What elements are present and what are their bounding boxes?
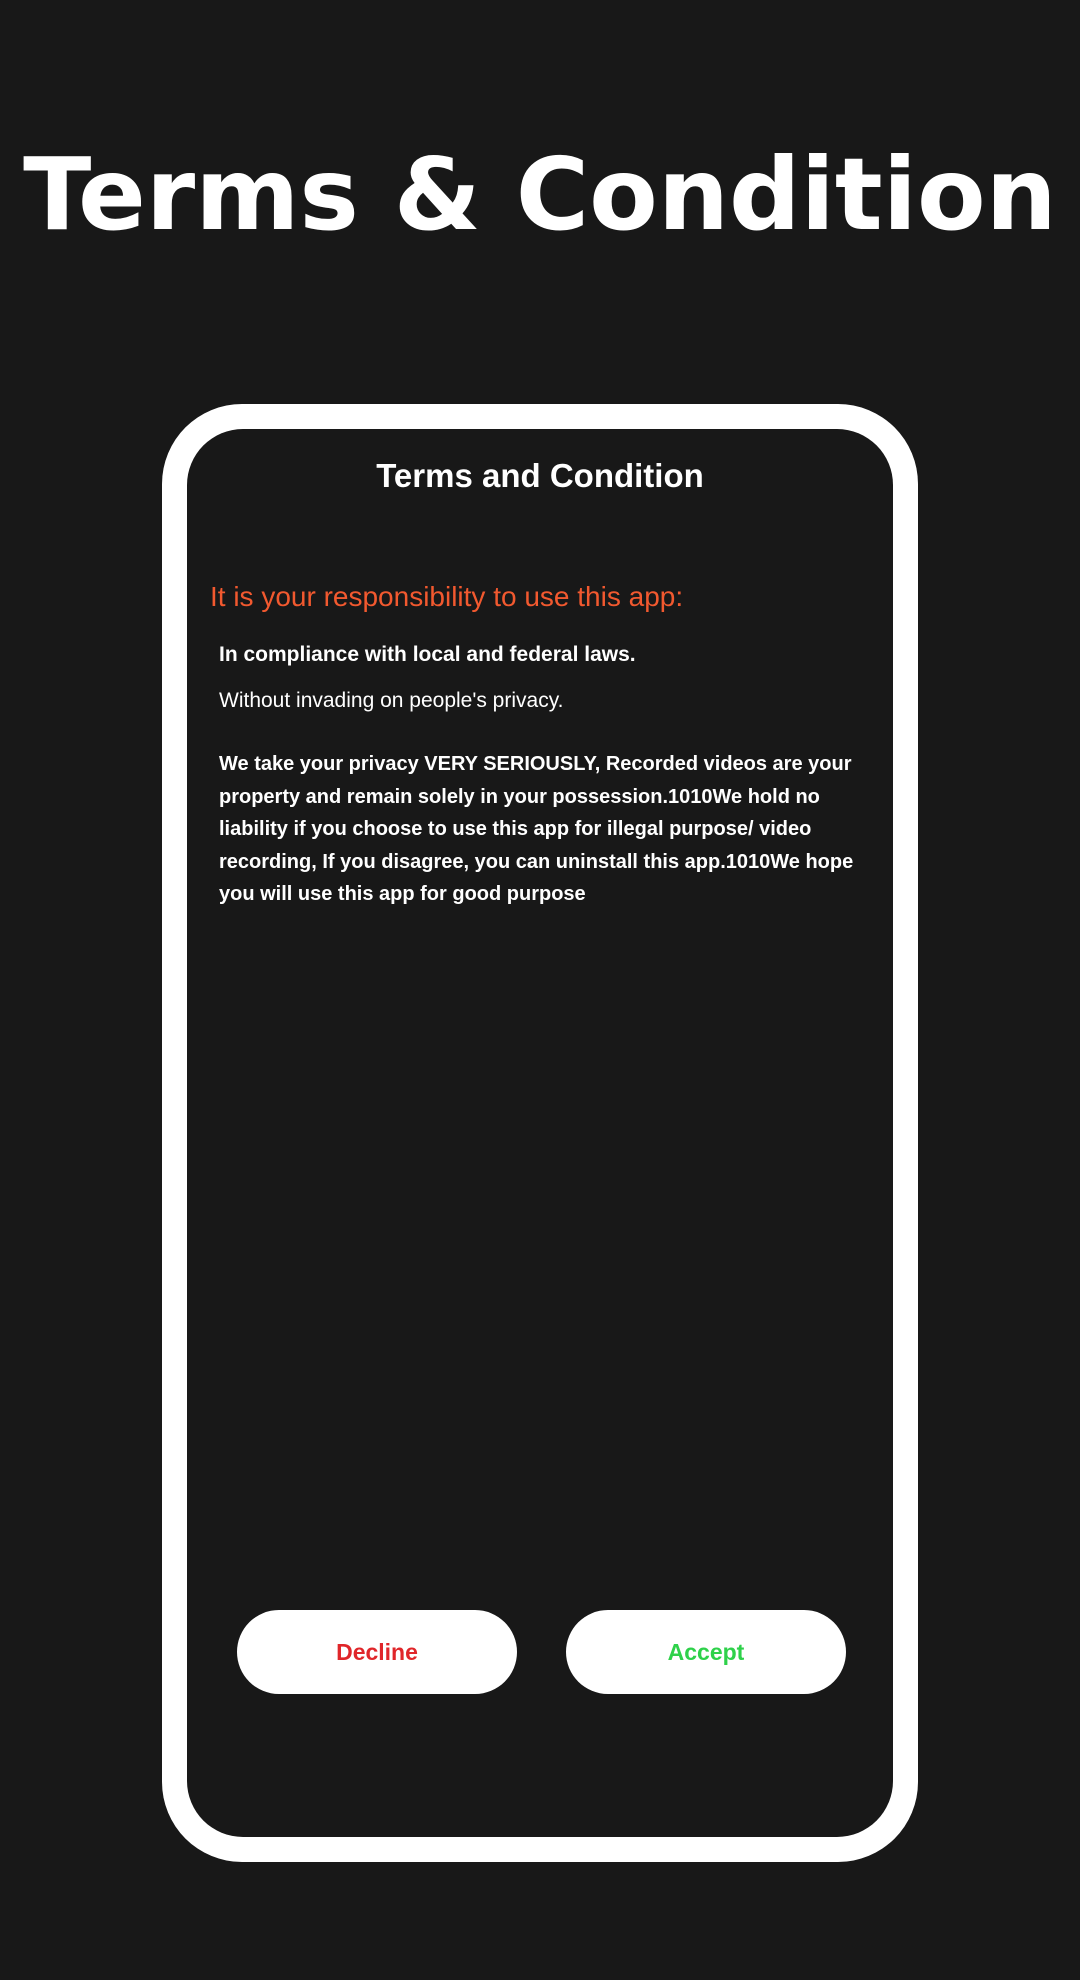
rule-compliance: In compliance with local and federal laws. [219,643,636,666]
rule-privacy: Without invading on people's privacy. [219,689,564,712]
dialog-title: Terms and Condition [376,457,704,494]
decline-button[interactable]: Decline [237,1610,517,1694]
responsibility-heading: It is your responsibility to use this app: [210,581,684,612]
privacy-disclaimer: We take your privacy VERY SERIOUSLY, Recorded videos are your property and remain solely in your possession.1010We hold no liability if you choose to use this app for illegal purpose/ video recording, If you disagree, you can uninstall this app.1010We hope you will use this app for good purpose [219,753,854,905]
page-title: Terms & Condition [23,136,1057,253]
accept-button[interactable]: Accept [566,1610,846,1694]
